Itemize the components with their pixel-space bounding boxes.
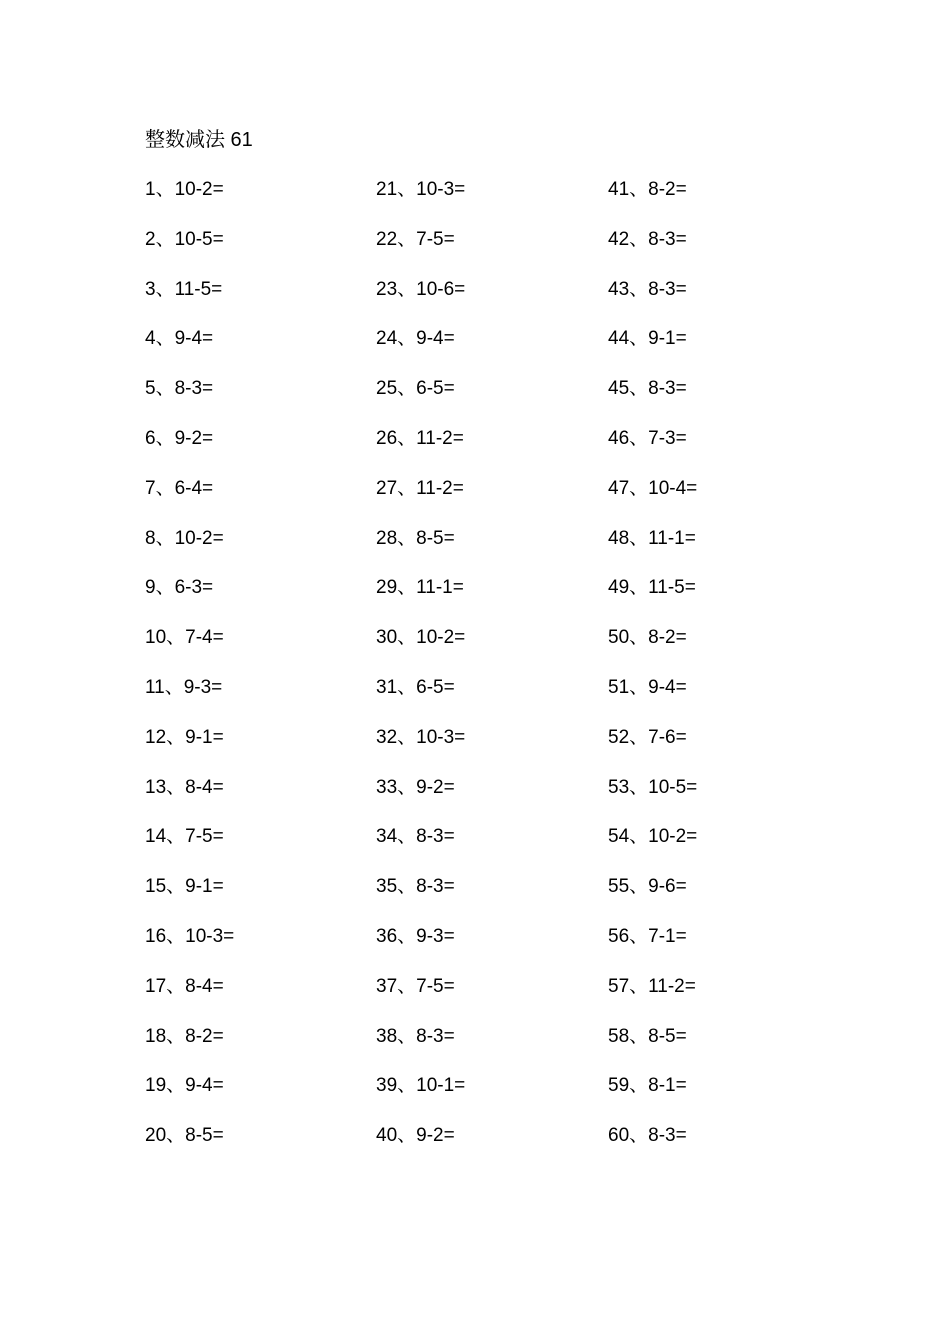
- subtraction-problem: 45、8-3=: [608, 378, 687, 400]
- subtraction-problem: 44、9-1=: [608, 328, 687, 350]
- subtraction-problem: 49、11-5=: [608, 577, 696, 599]
- subtraction-problem: 13、8-4=: [145, 776, 224, 798]
- subtraction-problem: 50、8-2=: [608, 627, 687, 649]
- subtraction-problem: 2、10-5=: [145, 228, 224, 250]
- subtraction-problem: 17、8-4=: [145, 975, 224, 997]
- subtraction-problem: 48、11-1=: [608, 527, 696, 549]
- problem-column-2: [376, 176, 576, 1172]
- subtraction-problem: 7、6-4=: [145, 477, 214, 499]
- subtraction-problem: 58、8-5=: [608, 1025, 687, 1047]
- subtraction-problem: 57、11-2=: [608, 975, 696, 997]
- subtraction-problem: 32、10-3=: [376, 726, 466, 748]
- subtraction-problem: 41、8-2=: [608, 179, 687, 200]
- subtraction-problem: 40、9-2=: [376, 1125, 455, 1147]
- subtraction-problem: 54、10-2=: [608, 826, 698, 848]
- subtraction-problem: 12、9-1=: [145, 726, 224, 748]
- subtraction-problem: 31、6-5=: [376, 676, 455, 698]
- subtraction-problem: 15、9-1=: [145, 876, 224, 898]
- subtraction-problem: 25、6-5=: [376, 378, 455, 400]
- subtraction-problem: 51、9-4=: [608, 676, 687, 698]
- subtraction-problem: 8、10-2=: [145, 527, 224, 549]
- subtraction-problem: 11、9-3=: [145, 676, 223, 698]
- problem-column-3: [608, 176, 808, 1172]
- subtraction-problem: 56、7-1=: [608, 925, 687, 947]
- subtraction-problem: 28、8-5=: [376, 527, 455, 549]
- problem-column-1: [145, 176, 345, 1172]
- subtraction-problem: 20、8-5=: [145, 1125, 224, 1147]
- subtraction-problem: 55、9-6=: [608, 876, 687, 898]
- subtraction-problem: 23、10-6=: [376, 278, 466, 300]
- subtraction-problem: 33、9-2=: [376, 776, 455, 798]
- subtraction-problem: 4、9-4=: [145, 328, 214, 350]
- subtraction-problem: 1、10-2=: [145, 179, 224, 200]
- subtraction-problem: 26、11-2=: [376, 427, 464, 449]
- subtraction-problem: 24、9-4=: [376, 328, 455, 350]
- subtraction-problem: 43、8-3=: [608, 278, 687, 300]
- subtraction-problem: 21、10-3=: [376, 179, 466, 200]
- subtraction-problem: 47、10-4=: [608, 477, 698, 499]
- subtraction-problem: 14、7-5=: [145, 826, 224, 848]
- subtraction-problem: 19、9-4=: [145, 1075, 224, 1097]
- subtraction-problem: 36、9-3=: [376, 925, 455, 947]
- subtraction-problem: 5、8-3=: [145, 378, 214, 400]
- subtraction-problem: 60、8-3=: [608, 1125, 687, 1147]
- subtraction-problem: 39、10-1=: [376, 1075, 466, 1097]
- subtraction-problem: 30、10-2=: [376, 627, 466, 649]
- subtraction-problem: 34、8-3=: [376, 826, 455, 848]
- subtraction-problem: 27、11-2=: [376, 477, 464, 499]
- subtraction-problem: 16、10-3=: [145, 925, 235, 947]
- subtraction-problem: 29、11-1=: [376, 577, 464, 599]
- subtraction-problem: 42、8-3=: [608, 228, 687, 250]
- subtraction-problem: 22、7-5=: [376, 228, 455, 250]
- subtraction-problem: 18、8-2=: [145, 1025, 224, 1047]
- worksheet-title: 整数减法 61: [145, 129, 253, 151]
- subtraction-problem: 3、11-5=: [145, 278, 223, 300]
- subtraction-problem: 52、7-6=: [608, 726, 687, 748]
- subtraction-problem: 59、8-1=: [608, 1075, 687, 1097]
- subtraction-problem: 46、7-3=: [608, 427, 687, 449]
- subtraction-problem: 37、7-5=: [376, 975, 455, 997]
- subtraction-problem: 9、6-3=: [145, 577, 214, 599]
- subtraction-problem: 53、10-5=: [608, 776, 698, 798]
- subtraction-problem: 10、7-4=: [145, 627, 224, 649]
- subtraction-problem: 6、9-2=: [145, 427, 214, 449]
- subtraction-problem: 38、8-3=: [376, 1025, 455, 1047]
- subtraction-problem: 35、8-3=: [376, 876, 455, 898]
